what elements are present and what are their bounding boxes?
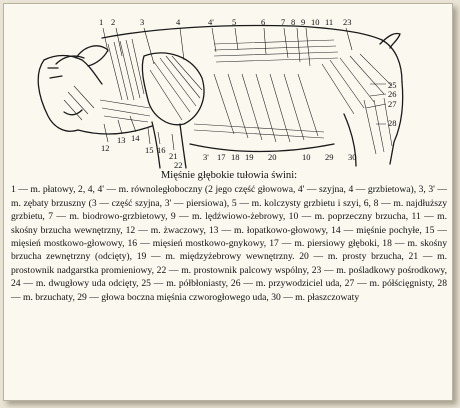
label-1: 1 — [99, 17, 104, 27]
label-3: 3 — [140, 17, 145, 27]
label-9: 9 — [301, 17, 306, 27]
label-29: 29 — [325, 152, 334, 162]
label-12: 12 — [101, 143, 110, 153]
label-4p: 4' — [208, 17, 214, 27]
pig-muscle-illustration — [4, 4, 452, 169]
label-5: 5 — [232, 17, 237, 27]
label-7: 7 — [281, 17, 286, 27]
label-10: 10 — [311, 17, 320, 27]
label-8: 8 — [291, 17, 296, 27]
label-15: 15 — [145, 145, 154, 155]
label-22: 22 — [174, 160, 183, 169]
label-18: 18 — [231, 152, 240, 162]
label-3p: 3' — [203, 152, 209, 162]
label-19: 19 — [245, 152, 254, 162]
label-16: 16 — [157, 145, 166, 155]
label-11: 11 — [325, 17, 334, 27]
label-10b: 10 — [302, 152, 311, 162]
figure-frame — [3, 3, 453, 401]
label-26: 26 — [388, 89, 397, 99]
label-25: 25 — [388, 80, 397, 90]
caption-title: Mięśnie głębokie tułowia świni: — [160, 170, 298, 181]
label-6: 6 — [261, 17, 266, 27]
label-13: 13 — [117, 135, 126, 145]
label-23: 23 — [343, 17, 352, 27]
label-2: 2 — [111, 17, 116, 27]
label-27: 27 — [388, 99, 397, 109]
label-14: 14 — [131, 133, 140, 143]
label-17: 17 — [217, 152, 226, 162]
figure-caption — [11, 169, 447, 304]
label-21: 21 — [169, 151, 178, 161]
label-20: 20 — [268, 152, 277, 162]
caption-text: 1 — m. płatowy, 2, 4, 4' — m. równoległoboczny (2 jego część głowowa, 4' — szyjna, 4 — grzbietowa), 3, 3' — m. zębaty brzuszny (3 — część szyjna, 3' — piersiowa), 5 — m. kolczysty grzbietu i szyi, 6, 8 — m. najdłuższy grzbietu, 7 — m. biodrowo-grzbietowy, 9 — m. lędźwiowo-żebrowy, 10 — m. poprzeczny brzucha, 11 — m. skośny brzucha wewnętrzny, 12 — m. żwaczowy, 13 — m. łopatkowo-głowowy, 14 — mięśnie pochyłe, 15 — mięsień mostkowo-głowowy, 16 — mięsień mostkowo-gnykowy, 17 — m. piersiowy głęboki, 18 — m. skośny brzucha zewnętrzny (odcięty), 19 — m. międzyżebrowy wewnętrzny. 20 — m. prosty brzucha, 21 — m. prostownik nadgarstka promieniowy, 22 — m. prostownik palcowy wspólny, 23 — m. pośladkowy pośrodkowy, 24 — m. dwugłowy uda odcięty, 25 — m. półbłoniasty, 26 — m. przywodziciel uda, 27 — m. półścięgnisty, 28 — m. brzuchaty, 29 — głowa boczna mięśnia czworogłowego uda, 30 — m. płaszczowaty — [11, 184, 447, 303]
label-28: 28 — [388, 118, 397, 128]
label-30: 30 — [348, 152, 357, 162]
label-4: 4 — [176, 17, 181, 27]
